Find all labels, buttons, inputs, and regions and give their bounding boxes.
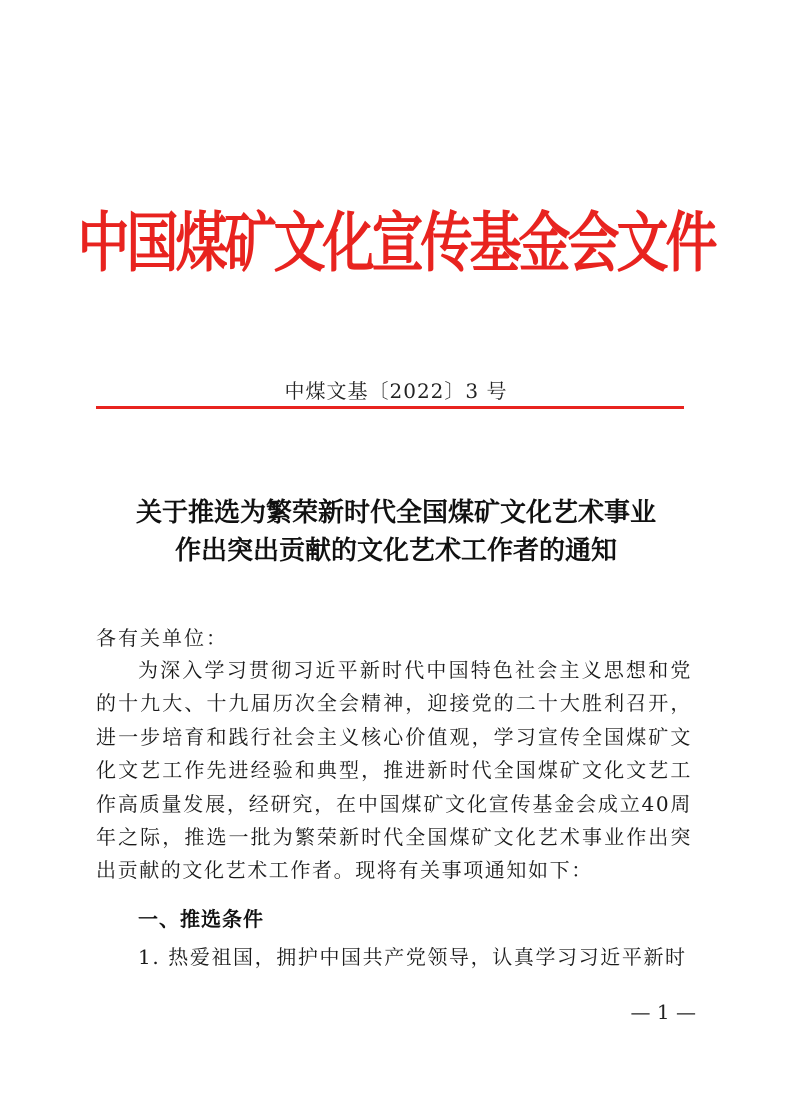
document-number: 中煤文基〔2022〕3 号 <box>284 379 508 403</box>
organization-header: 中国煤矿文化宣传基金会文件 <box>77 206 715 281</box>
criteria-item-1: 1. 热爱祖国，拥护中国共产党领导，认真学习习近平新时 <box>138 945 687 969</box>
page-number: — 1 — <box>630 1000 696 1024</box>
section-heading-criteria: 一、推选条件 <box>138 907 264 931</box>
notice-title-line-2: 作出突出贡献的文化艺术工作者的通知 <box>174 536 617 566</box>
notice-title <box>60 494 732 570</box>
salutation: 各有关单位： <box>96 626 228 650</box>
body-paragraph: 为深入学习贯彻习近平新时代中国特色社会主义思想和党的十九大、十九届历次全会精神，迎接党的二十大胜利召开，进一步培育和践行社会主义核心价值观，学习宣传全国煤矿文化文艺工作先进经验和典型，推进新时代全国煤矿文化文艺工作高质量发展，经研究，在中国煤矿文化宣传基金会成立40周年之际，推选一批为繁荣新时代全国煤矿文化艺术事业作出突出贡献的文化艺术工作者。现将有关事项通知如下： <box>96 658 692 883</box>
notice-title-line-1: 关于推选为繁荣新时代全国煤矿文化艺术事业 <box>135 498 656 528</box>
red-divider-line <box>96 406 684 409</box>
